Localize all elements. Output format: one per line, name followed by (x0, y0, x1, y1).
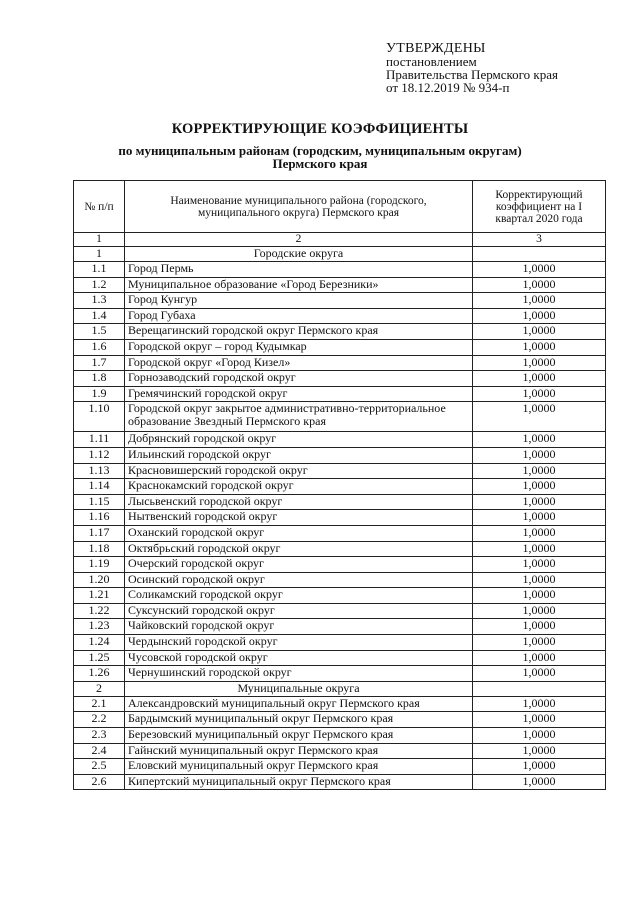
approval-date: от 18.12.2019 № 934-п (386, 80, 510, 95)
table-row (74, 525, 606, 541)
row-name: Город Пермь (125, 262, 473, 278)
row-number: 1.14 (74, 479, 125, 495)
row-number: 1.20 (74, 572, 125, 588)
row-coefficient: 1,0000 (473, 743, 606, 759)
row-number: 1.12 (74, 447, 125, 463)
document-title: КОРРЕКТИРУЮЩИЕ КОЭФФИЦИЕНТЫ (171, 121, 469, 137)
row-name: Чайковский городской округ (125, 619, 473, 635)
row-name: Еловский муниципальный округ Пермского края (125, 759, 473, 775)
row-number: 1.13 (74, 463, 125, 479)
row-name: Осинский городской округ (125, 572, 473, 588)
row-number: 1.16 (74, 510, 125, 526)
table-row (74, 432, 606, 448)
row-name: Верещагинский городской округ Пермского края (125, 324, 473, 340)
section-row (74, 681, 606, 696)
row-name: Гремячинский городской округ (125, 386, 473, 402)
header-num: № п/п (74, 181, 125, 233)
row-number: 1.17 (74, 525, 125, 541)
table-row (74, 650, 606, 666)
approval-block (386, 42, 558, 94)
row-number: 2.5 (74, 759, 125, 775)
row-coefficient: 1,0000 (473, 759, 606, 775)
row-name: Гайнский муниципальный округ Пермского края (125, 743, 473, 759)
row-coefficient: 1,0000 (473, 447, 606, 463)
row-number: 1.5 (74, 324, 125, 340)
table-row (74, 447, 606, 463)
row-coefficient: 1,0000 (473, 277, 606, 293)
row-name: Александровский муниципальный округ Пермского края (125, 696, 473, 712)
table-row (74, 293, 606, 309)
row-number: 1.26 (74, 666, 125, 682)
header-coefficient: Корректирующий коэффициент на I квартал 2020 года (473, 181, 606, 233)
row-coefficient: 1,0000 (473, 386, 606, 402)
row-coefficient: 1,0000 (473, 603, 606, 619)
table-row (74, 603, 606, 619)
row-coefficient: 1,0000 (473, 635, 606, 651)
row-number: 1.22 (74, 603, 125, 619)
row-name: Краснокамский городской округ (125, 479, 473, 495)
document-subtitle: по муниципальным районам (городским, муниципальным округам) (118, 143, 522, 158)
row-name: Город Кунгур (125, 293, 473, 309)
row-number: 2.3 (74, 728, 125, 744)
row-coefficient: 1,0000 (473, 432, 606, 448)
row-coefficient: 1,0000 (473, 774, 606, 790)
row-number: 1.23 (74, 619, 125, 635)
table-row (74, 277, 606, 293)
row-coefficient: 1,0000 (473, 402, 606, 432)
row-name: Бардымский муниципальный округ Пермского края (125, 712, 473, 728)
row-coefficient: 1,0000 (473, 696, 606, 712)
row-coefficient: 1,0000 (473, 371, 606, 387)
row-name: Красновишерский городской округ (125, 463, 473, 479)
row-number: 1.19 (74, 557, 125, 573)
table-row (74, 386, 606, 402)
row-coefficient: 1,0000 (473, 728, 606, 744)
row-coefficient: 1,0000 (473, 557, 606, 573)
row-coefficient: 1,0000 (473, 525, 606, 541)
table-row (74, 402, 606, 432)
table-row (74, 494, 606, 510)
row-number: 1.9 (74, 386, 125, 402)
column-number: 2 (125, 233, 473, 247)
row-name: Чердынский городской округ (125, 635, 473, 651)
row-number: 1.2 (74, 277, 125, 293)
row-coefficient: 1,0000 (473, 588, 606, 604)
section-number: 1 (74, 247, 125, 262)
column-number: 1 (74, 233, 125, 247)
section-value-empty (473, 681, 606, 696)
row-number: 1.6 (74, 339, 125, 355)
section-name: Городские округа (125, 247, 473, 262)
row-number: 1.25 (74, 650, 125, 666)
row-number: 2.6 (74, 774, 125, 790)
row-name: Кипертский муниципальный округ Пермского края (125, 774, 473, 790)
table-row (74, 712, 606, 728)
row-coefficient: 1,0000 (473, 666, 606, 682)
table-row (74, 262, 606, 278)
row-coefficient: 1,0000 (473, 262, 606, 278)
row-number: 1.10 (74, 402, 125, 432)
section-number: 2 (74, 681, 125, 696)
row-number: 1.7 (74, 355, 125, 371)
row-coefficient: 1,0000 (473, 355, 606, 371)
approval-line: Правительства Пермского края (386, 67, 558, 82)
table-row (74, 619, 606, 635)
section-name: Муниципальные округа (125, 681, 473, 696)
row-coefficient: 1,0000 (473, 479, 606, 495)
table-row (74, 572, 606, 588)
table-row (74, 759, 606, 775)
table-row (74, 666, 606, 682)
row-coefficient: 1,0000 (473, 463, 606, 479)
row-coefficient: 1,0000 (473, 308, 606, 324)
row-name: Лысьвенский городской округ (125, 494, 473, 510)
table-row (74, 371, 606, 387)
row-coefficient: 1,0000 (473, 510, 606, 526)
table-header-row (74, 181, 606, 233)
table-row (74, 355, 606, 371)
row-name: Городской округ закрытое административно-территориальное образование Звездный Пермского края (125, 402, 473, 432)
row-coefficient: 1,0000 (473, 712, 606, 728)
approval-heading: УТВЕРЖДЕНЫ (386, 41, 486, 56)
row-name: Чусовской городской округ (125, 650, 473, 666)
row-name: Чернушинский городской округ (125, 666, 473, 682)
row-name: Добрянский городской округ (125, 432, 473, 448)
row-name: Муниципальное образование «Город Березники» (125, 277, 473, 293)
row-name: Оханский городской округ (125, 525, 473, 541)
table-row (74, 308, 606, 324)
table-row (74, 635, 606, 651)
document-subtitle-region: Пермского края (272, 156, 368, 171)
column-number: 3 (473, 233, 606, 247)
row-coefficient: 1,0000 (473, 324, 606, 340)
row-coefficient: 1,0000 (473, 619, 606, 635)
row-name: Нытвенский городской округ (125, 510, 473, 526)
table-row (74, 541, 606, 557)
row-number: 1.18 (74, 541, 125, 557)
table-row (74, 463, 606, 479)
row-number: 1.24 (74, 635, 125, 651)
row-coefficient: 1,0000 (473, 541, 606, 557)
row-coefficient: 1,0000 (473, 572, 606, 588)
column-number-row (74, 233, 606, 247)
table-row (74, 557, 606, 573)
section-row (74, 247, 606, 262)
row-number: 2.2 (74, 712, 125, 728)
row-name: Октябрьский городской округ (125, 541, 473, 557)
row-name: Березовский муниципальный округ Пермского края (125, 728, 473, 744)
row-number: 1.1 (74, 262, 125, 278)
table-row (74, 479, 606, 495)
table-row (74, 339, 606, 355)
row-number: 2.1 (74, 696, 125, 712)
table-row (74, 728, 606, 744)
table-row (74, 743, 606, 759)
row-number: 1.11 (74, 432, 125, 448)
section-value-empty (473, 247, 606, 262)
row-name: Горнозаводский городской округ (125, 371, 473, 387)
approval-line: постановлением (386, 54, 477, 69)
row-number: 1.8 (74, 371, 125, 387)
row-name: Суксунский городской округ (125, 603, 473, 619)
row-name: Городской округ – город Кудымкар (125, 339, 473, 355)
row-coefficient: 1,0000 (473, 339, 606, 355)
row-name: Ильинский городской округ (125, 447, 473, 463)
table-row (74, 324, 606, 340)
coefficients-table (73, 180, 606, 790)
row-number: 1.4 (74, 308, 125, 324)
row-coefficient: 1,0000 (473, 293, 606, 309)
row-name: Город Губаха (125, 308, 473, 324)
row-number: 1.3 (74, 293, 125, 309)
row-number: 1.21 (74, 588, 125, 604)
row-coefficient: 1,0000 (473, 494, 606, 510)
table-row (74, 696, 606, 712)
row-name: Соликамский городской округ (125, 588, 473, 604)
table-row (74, 510, 606, 526)
table-row (74, 774, 606, 790)
row-number: 2.4 (74, 743, 125, 759)
table-row (74, 588, 606, 604)
row-coefficient: 1,0000 (473, 650, 606, 666)
row-number: 1.15 (74, 494, 125, 510)
header-name: Наименование муниципального района (городского, муниципального округа) Пермского края (125, 181, 473, 233)
row-name: Очерский городской округ (125, 557, 473, 573)
row-name: Городской округ «Город Кизел» (125, 355, 473, 371)
